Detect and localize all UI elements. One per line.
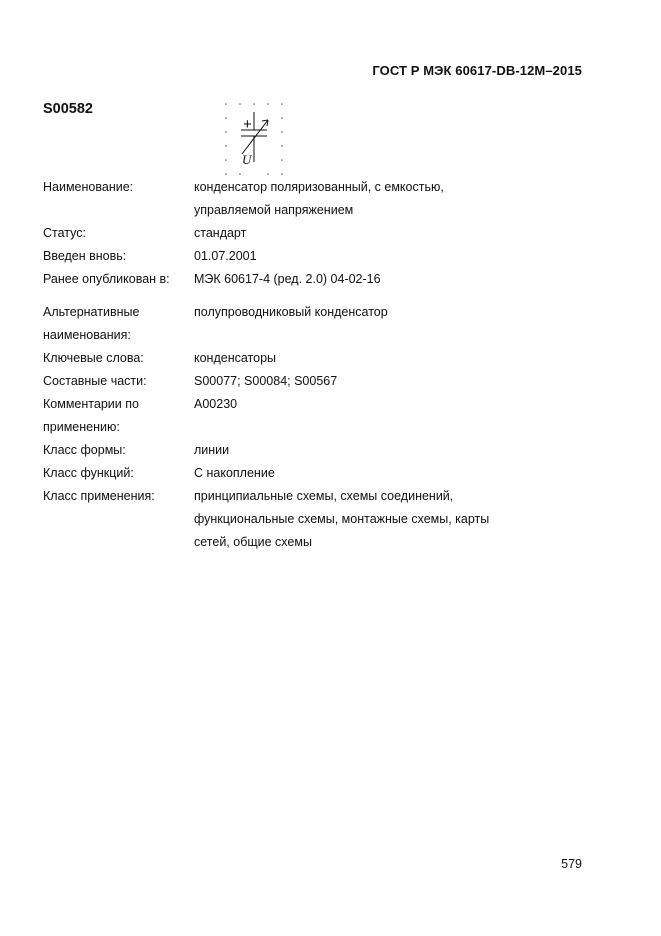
page-number: 579 <box>561 857 582 871</box>
property-value: С накопление <box>194 466 275 480</box>
property-value: сетей, общие схемы <box>194 535 312 549</box>
property-label: Введен вновь: <box>43 249 127 263</box>
property-label: Ключевые слова: <box>43 351 144 365</box>
property-label: наименования: <box>43 328 131 342</box>
property-value: 01.07.2001 <box>194 249 257 263</box>
property-value: A00230 <box>194 397 238 411</box>
property-label: Составные части: <box>43 374 147 388</box>
property-value: конденсаторы <box>194 351 277 365</box>
property-label: применению: <box>43 420 120 434</box>
property-row-application-class <box>43 486 563 555</box>
property-row-shape-class <box>43 440 563 463</box>
symbol-code: S00582 <box>43 101 93 117</box>
property-value: S00077; S00084; S00567 <box>194 374 338 388</box>
voltage-label: U <box>242 152 252 167</box>
property-label: Класс применения: <box>43 489 155 503</box>
polarized-capacitor-symbol <box>222 98 292 176</box>
property-row-name <box>43 177 563 223</box>
property-row-application-notes <box>43 394 563 440</box>
property-label: Ранее опубликован в: <box>43 272 170 286</box>
property-value: стандарт <box>194 226 247 240</box>
plus-sign: + <box>243 116 252 133</box>
property-value: полупроводниковый конденсатор <box>194 305 388 319</box>
property-label: Класс формы: <box>43 443 126 457</box>
property-row-components <box>43 371 563 394</box>
property-row-introduced <box>43 246 563 269</box>
property-label: Комментарии по <box>43 397 139 411</box>
property-value: управляемой напряжением <box>194 203 354 217</box>
property-row-keywords <box>43 348 563 371</box>
property-label: Статус: <box>43 226 86 240</box>
property-label: Альтернативные <box>43 305 140 319</box>
property-value: конденсатор поляризованный, с емкостью, <box>194 180 444 194</box>
property-row-status <box>43 223 563 246</box>
property-row-function-class <box>43 463 563 486</box>
property-row-previously-published <box>43 269 563 292</box>
property-value: линии <box>194 443 230 457</box>
property-value: МЭК 60617-4 (ред. 2.0) 04-02-16 <box>194 272 381 286</box>
property-label: Наименование: <box>43 180 134 194</box>
property-label: Класс функций: <box>43 466 134 480</box>
property-value: функциональные схемы, монтажные схемы, карты <box>194 512 490 526</box>
property-row-alternative-names <box>43 302 563 348</box>
document-header: ГОСТ Р МЭК 60617-DB-12M–2015 <box>372 63 582 78</box>
properties-list <box>43 177 563 555</box>
property-value: принципиальные схемы, схемы соединений, <box>194 489 454 503</box>
symbol-figure <box>222 98 292 176</box>
